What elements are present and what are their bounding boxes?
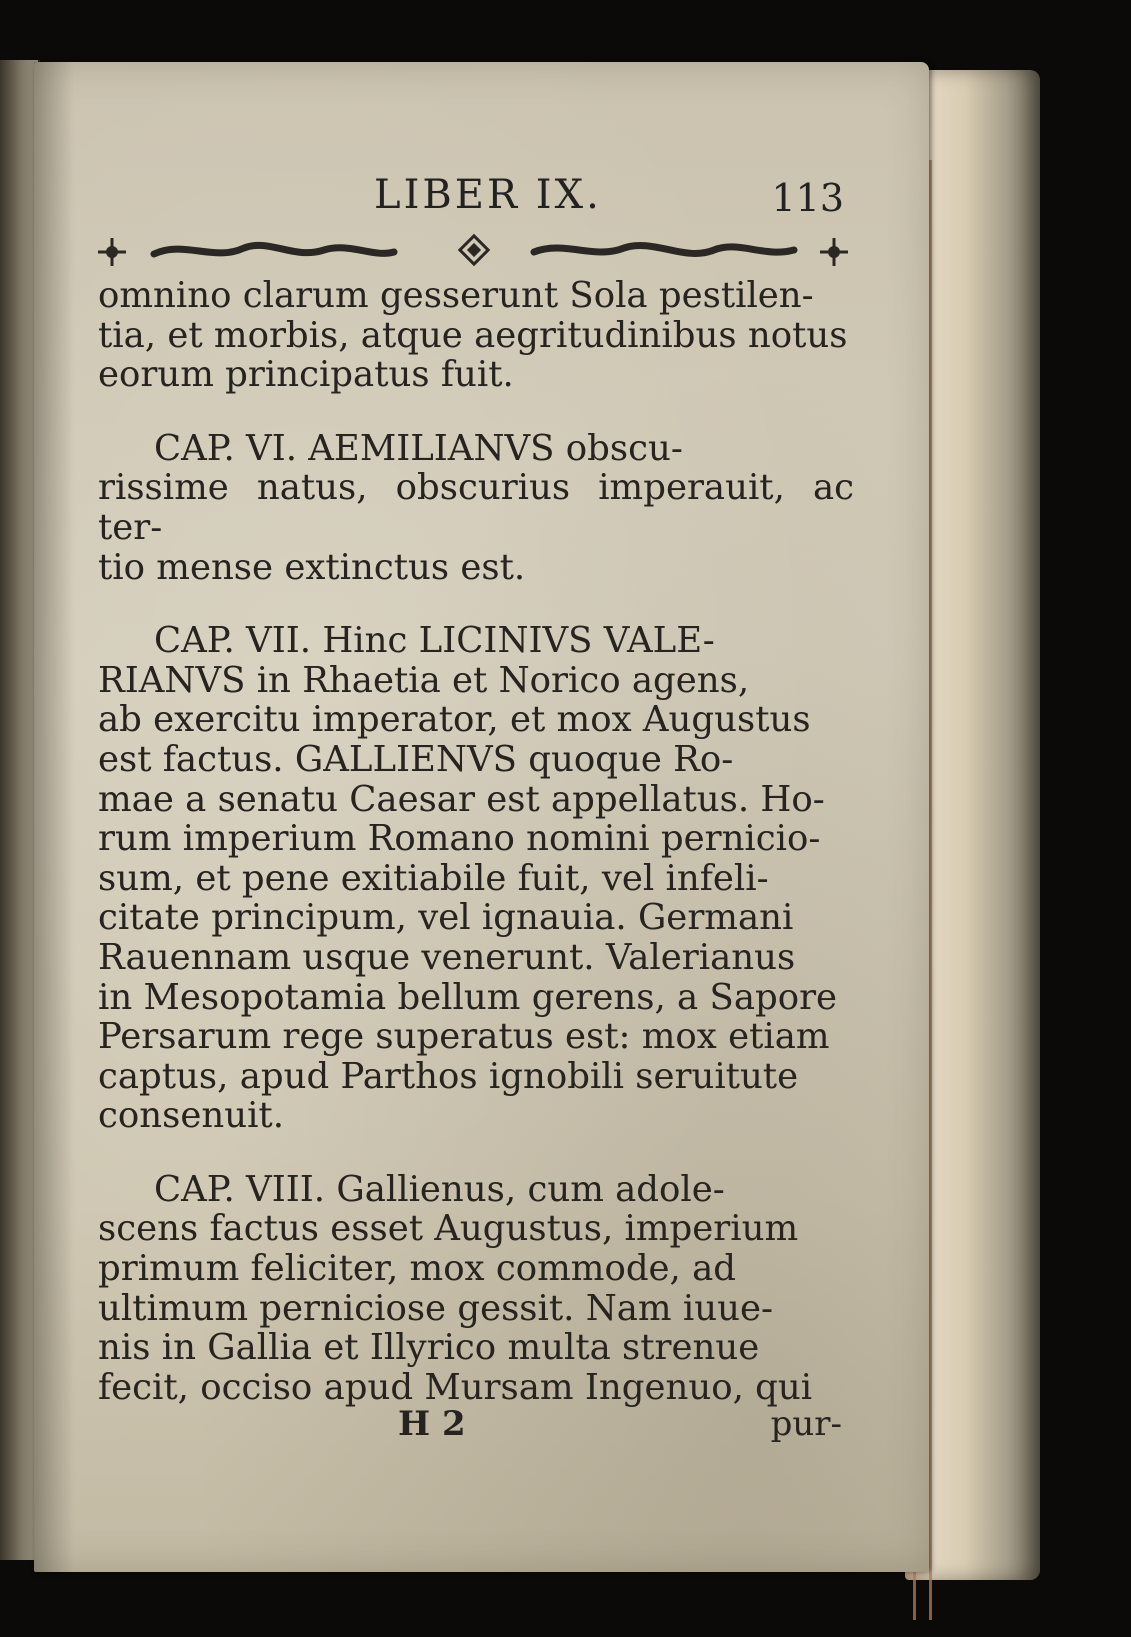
text-line: ab exercitu imperator, et mox Augustus [98,699,811,741]
text-line: sum, et pene exitiabile fuit, vel infeli- [98,857,769,899]
text-line: RIANVS in Rhaetia et Norico agens, [98,659,750,701]
fleuron-icon [98,238,126,266]
text-line: in Mesopotamia bellum gerens, a Sapore [98,976,838,1018]
right-scroll-ornament [534,245,794,253]
text-line: primum feliciter, mox commode, ad [98,1248,737,1290]
page-header [94,172,874,232]
body-text [98,276,854,1407]
left-scroll-ornament [154,245,394,254]
text-line: mae a senatu Caesar est appellatus. Ho- [98,778,825,820]
text-line: est factus. GALLIENVS quoque Ro- [98,738,734,780]
text-line: tia, et morbis, atque aegritudinibus notus [98,314,848,356]
page-footer [98,1404,854,1454]
text-line: captus, apud Parthos ignobili seruitute [98,1055,799,1097]
page-number: 113 [771,176,844,220]
text-line: nis in Gallia et Illyrico multa strenue [98,1327,760,1369]
running-head: LIBER IX. [374,172,602,218]
chapter-paragraph-vi [98,429,854,587]
text-line: rissime natus, obscurius imperauit, ac ter- [98,467,854,548]
signature-mark: H 2 [398,1404,466,1444]
diamond-ornament-icon [460,236,488,264]
paragraph [98,276,854,395]
chapter-paragraph-viii [98,1170,854,1408]
chapter-paragraph-vii [98,621,854,1136]
text-line: eorum principatus fuit. [98,354,514,396]
text-line: tio mense extinctus est. [98,546,526,588]
text-line: CAP. VIII. Gallienus, cum adole- [154,1168,725,1210]
text-line: omnino clarum gesserunt Sola pestilen- [98,275,814,316]
book-page [34,62,929,1572]
text-line: fecit, occiso apud Mursam Ingenuo, qui [98,1366,813,1408]
page-edge-line [929,160,932,1620]
text-line: rum imperium Romano nomini pernicio- [98,818,821,860]
text-line: ultimum perniciose gessit. Nam iuue- [98,1287,773,1329]
fleuron-icon [820,238,848,266]
catchword: pur- [770,1404,842,1444]
text-line: consenuit. [98,1095,284,1137]
text-line: Persarum rege superatus est: mox etiam [98,1016,830,1058]
ornament-rule [94,232,854,272]
text-line: CAP. VI. AEMILIANVS obscu- [154,427,683,469]
spine-shadow [34,62,74,1572]
text-line: citate principum, vel ignauia. Germani [98,897,794,939]
text-line: Rauennam usque venerunt. Valerianus [98,936,796,978]
text-line: CAP. VII. Hinc LICINIVS VALE- [154,620,715,662]
text-line: scens factus esset Augustus, imperium [98,1208,799,1250]
